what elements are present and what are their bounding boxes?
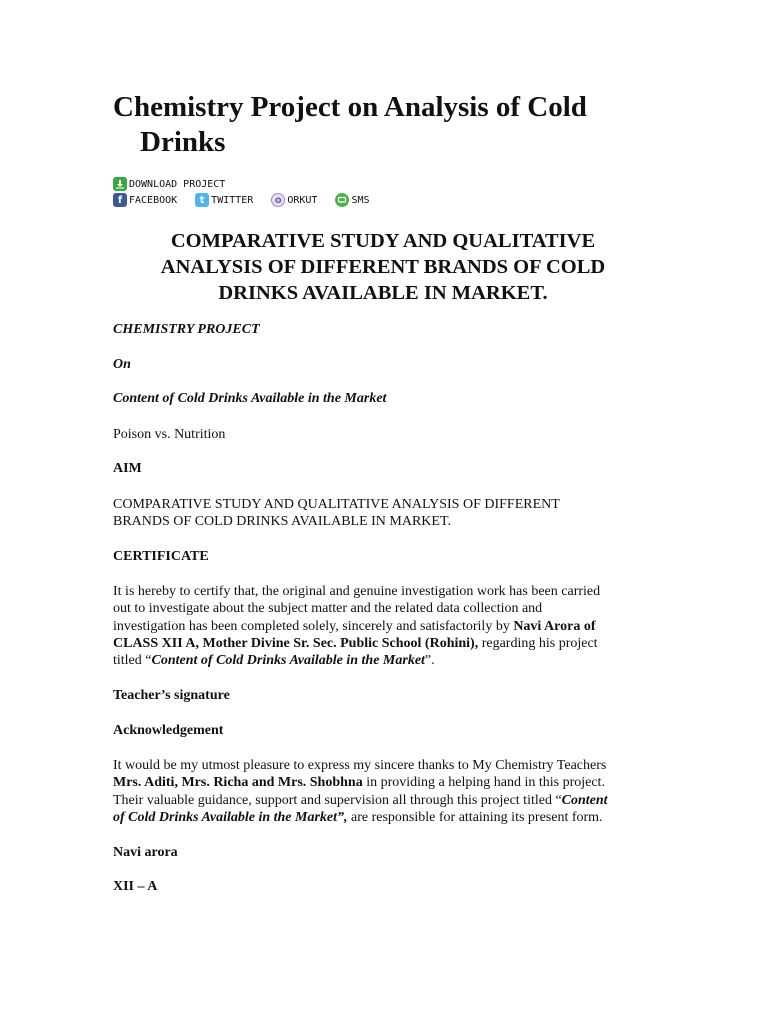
cert-line-4: regarding his project — [478, 635, 598, 651]
aim-heading: AIM — [113, 461, 142, 476]
share-toolbar — [113, 176, 388, 208]
page-title — [113, 90, 653, 160]
ack-teachers: Mrs. Aditi, Mrs. Richa and Mrs. Shobhna — [113, 775, 363, 791]
cert-line-3: investigation has been completed solely, sincerely and satisfactorily by — [113, 618, 514, 634]
facebook-share-link[interactable] — [113, 193, 177, 207]
cert-line-5: titled “ — [113, 653, 152, 669]
aim-line-1: COMPARATIVE STUDY AND QUALITATIVE ANALYSIS OF DIFFERENT — [113, 497, 560, 512]
subtitle-line-3: DRINKS AVAILABLE IN MARKET. — [218, 282, 548, 304]
teacher-signature: Teacher’s signature — [113, 688, 230, 703]
orkut-share-link[interactable] — [271, 193, 317, 207]
orkut-icon: o — [271, 193, 285, 207]
certificate-heading: CERTIFICATE — [113, 549, 209, 564]
cert-school: CLASS XII A, Mother Divine Sr. Sec. Public School (Rohini), — [113, 635, 479, 651]
chemistry-project-label: CHEMISTRY PROJECT — [113, 322, 260, 337]
orkut-label: ORKUT — [287, 194, 318, 206]
document-subtitle — [113, 228, 653, 306]
twitter-icon: t — [195, 193, 209, 207]
aim-line-2: BRANDS OF COLD DRINKS AVAILABLE IN MARKET. — [113, 514, 451, 530]
sms-share-link[interactable] — [335, 193, 369, 207]
subtitle-line-2: ANALYSIS OF DIFFERENT BRANDS OF COLD — [160, 256, 606, 278]
certificate-text — [113, 583, 653, 669]
download-project-link[interactable] — [113, 177, 225, 191]
facebook-label: FACEBOOK — [129, 194, 178, 206]
content-title: Content of Cold Drinks Available in the Market — [113, 391, 387, 406]
cert-line-2: out to investigate about the subject matter and the related data collection and — [113, 601, 543, 617]
cert-line-5-end: ”. — [424, 653, 435, 669]
aim-text — [113, 496, 653, 531]
on-label: On — [113, 357, 131, 372]
twitter-share-link[interactable] — [195, 193, 253, 207]
ack-line-4: are responsible for attaining its present form. — [347, 809, 603, 825]
ack-line-2: in providing a helping hand in this project. — [362, 775, 605, 791]
twitter-label: TWITTER — [211, 194, 254, 206]
acknowledgement-heading: Acknowledgement — [113, 723, 224, 738]
subtitle-line-1: COMPARATIVE STUDY AND QUALITATIVE — [170, 230, 596, 252]
author-class: XII – A — [113, 879, 158, 894]
acknowledgement-text — [113, 757, 653, 826]
author-name: Navi arora — [113, 845, 178, 860]
facebook-icon: f — [113, 193, 127, 207]
cert-line-1: It is hereby to certify that, the original and genuine investigation work has been carried — [113, 584, 601, 599]
ack-project-title: of Cold Drinks Available in the Market”, — [113, 809, 348, 825]
sms-label: SMS — [351, 194, 370, 206]
cert-student-name: Navi Arora of — [513, 618, 596, 634]
share-row-social — [113, 192, 388, 208]
ack-content: Content — [561, 792, 608, 808]
poison-vs-nutrition: Poison vs. Nutrition — [113, 427, 226, 442]
ack-line-3: Their valuable guidance, support and supervision all through this project titled “ — [113, 792, 562, 808]
sms-icon — [335, 193, 349, 207]
cert-project-title: Content of Cold Drinks Available in the Market — [151, 653, 425, 669]
download-icon — [113, 177, 127, 191]
ack-line-1: It would be my utmost pleasure to express my sincere thanks to My Chemistry Teachers — [113, 758, 607, 773]
title-line-2: Drinks — [140, 126, 226, 158]
title-line-1: Chemistry Project on Analysis of Cold — [113, 91, 587, 123]
share-row-download — [113, 176, 388, 192]
download-label: DOWNLOAD PROJECT — [129, 178, 226, 190]
